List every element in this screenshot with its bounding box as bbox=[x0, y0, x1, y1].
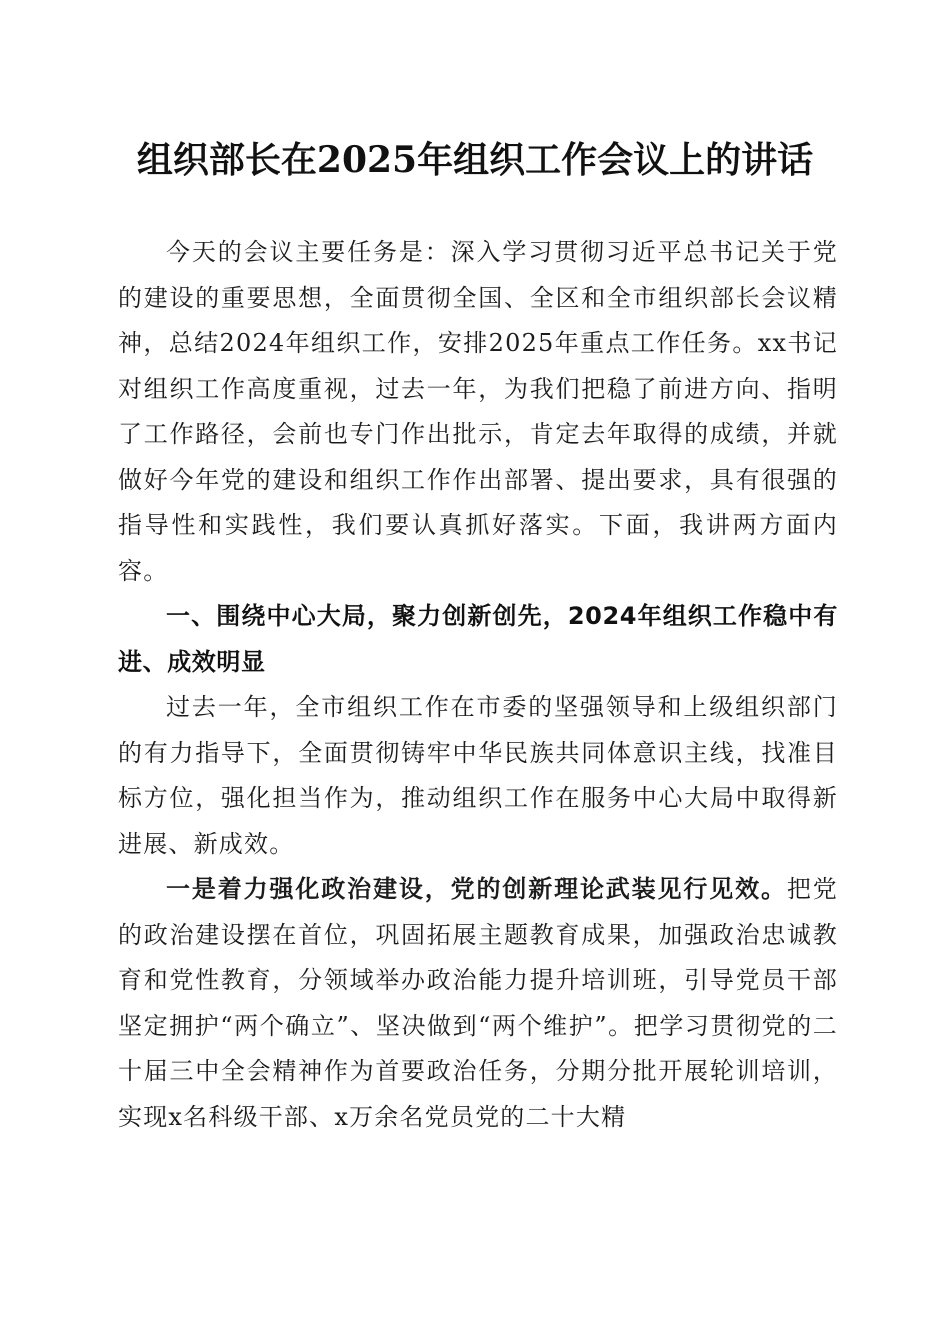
paragraph-summary: 过去一年，全市组织工作在市委的坚强领导和上级组织部门的有力指导下，全面贯彻铸牢中华民族共同体意识主线，找准目标方位，强化担当作为，推动组织工作在服务中心大局中取得新进展、新成效。 bbox=[118, 693, 838, 858]
paragraph-body-text: 把党的政治建设摆在首位，巩固拓展主题教育成果，加强政治忠诚教育和党性教育，分领域举办政治能力提升培训班，引导党员干部坚定拥护“两个确立”、坚决做到“两个维护”。把学习贯彻党的二十届三中全会精神作为首要政治任务，分期分批开展轮训培训，实现x名科级干部、x万余名党员党的二十大精 bbox=[118, 875, 838, 1131]
section-heading-1: 一、围绕中心大局，聚力创新创先，2024年组织工作稳中有进、成效明显 bbox=[118, 602, 838, 676]
paragraph-lead-sentence: 一是着力强化政治建设，党的创新理论武装见行见效。 bbox=[166, 875, 787, 903]
paragraph-intro: 今天的会议主要任务是：深入学习贯彻习近平总书记关于党的建设的重要思想，全面贯彻全国、全区和全市组织部长会议精神，总结2024年组织工作，安排2025年重点工作任务。xx书记对组织工作高度重视，过去一年，为我们把稳了前进方向、指明了工作路径，会前也专门作出批示，肯定去年取得的成绩，并就做好今年党的建设和组织工作作出部署、提出要求，具有很强的指导性和实践性，我们要认真抓好落实。下面，我讲两方面内容。 bbox=[118, 238, 838, 585]
document-title: 组织部长在2025年组织工作会议上的讲话 bbox=[136, 139, 814, 181]
paragraph-political-building bbox=[118, 867, 838, 1140]
document-body bbox=[118, 230, 838, 1140]
